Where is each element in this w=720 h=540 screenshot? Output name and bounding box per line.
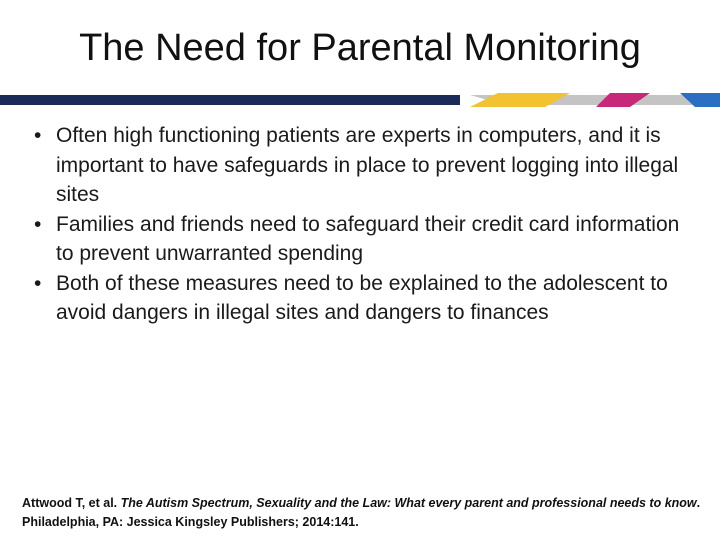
- banner-navy-band: [0, 95, 460, 105]
- bullet-dot: •: [34, 271, 42, 295]
- citation-authors: Attwood T, et al.: [22, 496, 121, 510]
- bullet-text: Families and friends need to safeguard their credit card information to prevent unwarranted spending: [56, 212, 680, 265]
- bullet-list: [32, 121, 692, 328]
- citation-book-title: The Autism Spectrum, Sexuality and the Law: What every parent and professional needs to know: [120, 496, 697, 510]
- bullet-item: [32, 121, 692, 210]
- bullet-text: Both of these measures need to be explained to the adolescent to avoid dangers in illegal sites and dangers to finances: [56, 271, 668, 324]
- header-banner: [0, 93, 720, 107]
- bullet-item: [32, 269, 692, 328]
- citation: [22, 494, 712, 532]
- bullet-text: Often high functioning patients are experts in computers, and it is important to have safeguards in place to prevent logging into illegal sites: [56, 124, 679, 206]
- bullet-dot: •: [34, 212, 42, 236]
- citation-publisher: . Philadelphia, PA: Jessica Kingsley Publishers; 2014:141.: [22, 496, 701, 529]
- slide-title: The Need for Parental Monitoring: [79, 27, 641, 69]
- bullet-item: [32, 210, 692, 269]
- bullet-dot: •: [34, 124, 42, 147]
